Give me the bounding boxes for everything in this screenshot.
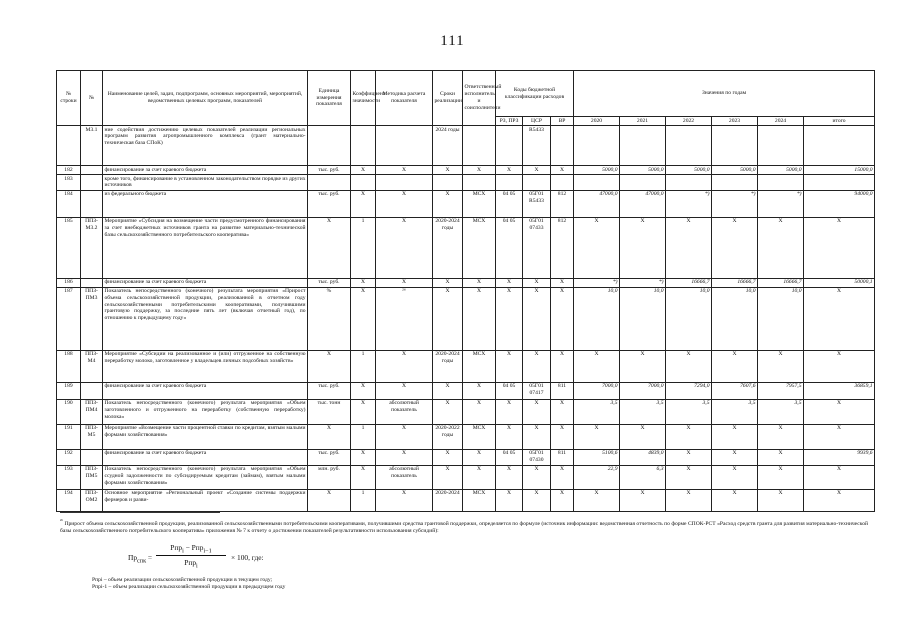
cell-y2023: 16666,7 bbox=[712, 278, 758, 287]
header-period: Сроки реализации bbox=[433, 71, 463, 126]
table-row bbox=[57, 399, 875, 424]
cell-code bbox=[81, 449, 103, 465]
cell-code: ППЗ-М4 bbox=[81, 350, 103, 382]
cell-y2022: 16666,7 bbox=[666, 278, 712, 287]
cell-y2021 bbox=[620, 175, 666, 191]
cell-coef: Х bbox=[351, 166, 376, 175]
cell-vr: Х bbox=[551, 489, 574, 511]
cell-unit: тыс. тонн bbox=[308, 399, 351, 424]
cell-total: Х bbox=[804, 399, 875, 424]
cell-resp: Х bbox=[463, 465, 496, 489]
cell-vr: Х bbox=[551, 166, 574, 175]
cell-y2024: Х bbox=[758, 489, 804, 511]
cell-name: из федерального бюджета bbox=[103, 190, 308, 217]
cell-vr: 812 bbox=[551, 217, 574, 278]
cell-y2023: 10,0 bbox=[712, 287, 758, 350]
cell-name: Мероприятие «Возмещение части процентной ставки по кредитам, взятым малыми формами хозяйствования» bbox=[103, 424, 308, 449]
cell-vr: 812 bbox=[551, 190, 574, 217]
cell-y2021 bbox=[620, 126, 666, 166]
cell-vr: Х bbox=[551, 399, 574, 424]
formula-rhs: × 100, где: bbox=[231, 553, 264, 562]
header-coef: Коэффициент значимости bbox=[351, 71, 376, 126]
cell-y2022: Х bbox=[666, 465, 712, 489]
cell-period: Х bbox=[433, 166, 463, 175]
header-budget: Коды бюджетной классификации расходов bbox=[496, 71, 574, 117]
cell-no: 194 bbox=[57, 489, 81, 511]
cell-name: Показатель непосредственного (конечного) результата мероприятия «Объем заготовленного и отгруженного на переработку (собственную переработку) молока» bbox=[103, 399, 308, 424]
cell-period: Х bbox=[433, 382, 463, 399]
cell-y2022: *) bbox=[666, 190, 712, 217]
cell-vr: Х bbox=[551, 278, 574, 287]
cell-rz: Х bbox=[496, 489, 523, 511]
table-row bbox=[57, 166, 875, 175]
cell-period: 2020-2024 годы bbox=[433, 350, 463, 382]
cell-rz: Х bbox=[496, 399, 523, 424]
cell-resp: Х bbox=[463, 382, 496, 399]
cell-code: ППЗ-ПМ5 bbox=[81, 465, 103, 489]
cell-y2023 bbox=[712, 126, 758, 166]
header-name: Наименование целей, задач, подпрограмм, основных мероприятий, мероприятий, ведомственных целевых программ, показателей bbox=[103, 71, 308, 126]
cell-y2024: Х bbox=[758, 350, 804, 382]
table-row bbox=[57, 287, 875, 350]
cell-csr: Х bbox=[523, 287, 551, 350]
cell-period: Х bbox=[433, 287, 463, 350]
table-row bbox=[57, 382, 875, 399]
cell-rz: Х bbox=[496, 465, 523, 489]
cell-rz: Х bbox=[496, 278, 523, 287]
cell-total: 94000,0 bbox=[804, 190, 875, 217]
cell-y2021: Х bbox=[620, 424, 666, 449]
cell-code: М3.1 bbox=[81, 126, 103, 166]
cell-y2022: Х bbox=[666, 489, 712, 511]
table-body bbox=[57, 126, 875, 512]
cell-y2022: 7294,0 bbox=[666, 382, 712, 399]
cell-coef: 1 bbox=[351, 489, 376, 511]
cell-y2023: 3,5 bbox=[712, 399, 758, 424]
cell-resp: МСХ bbox=[463, 190, 496, 217]
cell-csr: 05Г01 R5433 bbox=[523, 190, 551, 217]
cell-y2023: Х bbox=[712, 350, 758, 382]
cell-period: 2020-2024 bbox=[433, 489, 463, 511]
cell-method bbox=[376, 175, 433, 191]
cell-y2023: Х bbox=[712, 449, 758, 465]
table-row bbox=[57, 217, 875, 278]
cell-y2024 bbox=[758, 175, 804, 191]
budget-table bbox=[56, 70, 875, 512]
cell-unit: Х bbox=[308, 489, 351, 511]
cell-code: ППЗ-ПМ4 bbox=[81, 399, 103, 424]
cell-y2024: Х bbox=[758, 424, 804, 449]
header-year-2023: 2023 bbox=[712, 117, 758, 126]
cell-name: Мероприятие «Субсидии на реализованное и (или) отгруженное на собственную переработку молоко, заготовленное у владельцев личных подсобных хозяйств» bbox=[103, 350, 308, 382]
cell-code: ППЗ-М5 bbox=[81, 424, 103, 449]
cell-y2020: *) bbox=[574, 278, 620, 287]
cell-y2020: Х bbox=[574, 217, 620, 278]
cell-y2024: 7957,5 bbox=[758, 382, 804, 399]
cell-method: Х bbox=[376, 278, 433, 287]
cell-period: 2020-2024 годы bbox=[433, 217, 463, 278]
cell-y2022: 3,5 bbox=[666, 399, 712, 424]
cell-resp: Х bbox=[463, 287, 496, 350]
cell-vr: 811 bbox=[551, 382, 574, 399]
cell-csr: Х bbox=[523, 350, 551, 382]
cell-code bbox=[81, 190, 103, 217]
cell-period: Х bbox=[433, 465, 463, 489]
cell-y2023: 7607,6 bbox=[712, 382, 758, 399]
cell-y2020: 7000,0 bbox=[574, 382, 620, 399]
cell-resp: МСХ bbox=[463, 350, 496, 382]
table-row bbox=[57, 465, 875, 489]
cell-rz: Х bbox=[496, 166, 523, 175]
cell-code: ППЗ-ОМ2 bbox=[81, 489, 103, 511]
formula-numerator: Pпр$_i$ − Pпр$_{i-1}$ bbox=[156, 543, 226, 556]
cell-y2020: Х bbox=[574, 424, 620, 449]
cell-y2020: 10,0 bbox=[574, 287, 620, 350]
cell-rz: Х bbox=[496, 287, 523, 350]
cell-no: 191 bbox=[57, 424, 81, 449]
cell-y2021: Х bbox=[620, 489, 666, 511]
cell-csr: Х bbox=[523, 465, 551, 489]
cell-code: ППЗ-ПМ3 bbox=[81, 287, 103, 350]
cell-code bbox=[81, 382, 103, 399]
cell-y2023: Х bbox=[712, 465, 758, 489]
header-method: Методика расчета показателя bbox=[376, 71, 433, 126]
cell-total: Х bbox=[804, 424, 875, 449]
cell-method: ²⁶ bbox=[376, 287, 433, 350]
cell-resp: МСХ bbox=[463, 489, 496, 511]
cell-unit bbox=[308, 175, 351, 191]
cell-y2021: 47000,0 bbox=[620, 190, 666, 217]
cell-csr: Х bbox=[523, 489, 551, 511]
header-resp: Ответственный исполнитель и соисполнители bbox=[463, 71, 496, 126]
cell-y2022: Х bbox=[666, 424, 712, 449]
footnote-rule bbox=[60, 512, 220, 513]
cell-resp: Х bbox=[463, 399, 496, 424]
cell-total: 36859,1 bbox=[804, 382, 875, 399]
cell-no: 183 bbox=[57, 175, 81, 191]
cell-method: Х bbox=[376, 190, 433, 217]
cell-code bbox=[81, 166, 103, 175]
cell-y2024: Х bbox=[758, 465, 804, 489]
cell-y2024: 16666,7 bbox=[758, 278, 804, 287]
cell-y2022: Х bbox=[666, 350, 712, 382]
cell-y2024: 3,5 bbox=[758, 399, 804, 424]
cell-y2023: Х bbox=[712, 489, 758, 511]
cell-unit: тыс. руб. bbox=[308, 166, 351, 175]
cell-period: 2020-2022 годы bbox=[433, 424, 463, 449]
cell-y2020: 5000,0 bbox=[574, 166, 620, 175]
formula-fraction bbox=[156, 543, 226, 570]
cell-rz: 04 05 bbox=[496, 449, 523, 465]
cell-total: 50000,1 bbox=[804, 278, 875, 287]
header-year-2021: 2021 bbox=[620, 117, 666, 126]
cell-method: Х bbox=[376, 166, 433, 175]
cell-rz bbox=[496, 126, 523, 166]
cell-y2020 bbox=[574, 126, 620, 166]
cell-name: Показатель непосредственного (конечного) результата мероприятия «Объем ссудной задолженности по субсидируемым кредитам (займам), взятым малыми формами хозяйствования» bbox=[103, 465, 308, 489]
header-vr: ВР bbox=[551, 117, 574, 126]
cell-unit: млн. руб. bbox=[308, 465, 351, 489]
cell-total bbox=[804, 126, 875, 166]
cell-y2020: Х bbox=[574, 350, 620, 382]
header-csr: ЦСР bbox=[523, 117, 551, 126]
cell-resp: МСХ bbox=[463, 424, 496, 449]
cell-period: Х bbox=[433, 449, 463, 465]
cell-method: Х bbox=[376, 449, 433, 465]
cell-no: 190 bbox=[57, 399, 81, 424]
header-values: Значения по годам bbox=[574, 71, 875, 117]
cell-vr: Х bbox=[551, 424, 574, 449]
cell-total: Х bbox=[804, 217, 875, 278]
cell-no: 186 bbox=[57, 278, 81, 287]
table-row bbox=[57, 278, 875, 287]
legend-line-2: Pпрi-1 – объем реализации сельскохозяйственной продукции в предыдущем году bbox=[92, 584, 286, 591]
cell-method: Х bbox=[376, 350, 433, 382]
cell-y2023: Х bbox=[712, 217, 758, 278]
cell-vr bbox=[551, 126, 574, 166]
cell-y2022: 5000,0 bbox=[666, 166, 712, 175]
cell-rz: Х bbox=[496, 350, 523, 382]
cell-y2023: 5000,0 bbox=[712, 166, 758, 175]
cell-resp bbox=[463, 175, 496, 191]
cell-name: Мероприятие «Субсидия на возмещение части предусмотренного финансирования за счет внебюджетных источников гранта на развитие материально-технической базы сельскохозяйственного потребительского кооператива» bbox=[103, 217, 308, 278]
footnote-mark: ²⁶ bbox=[60, 519, 64, 524]
footnote-text: Прирост объема сельскохозяйственной продукции, реализованной сельскохозяйственными потребительскими кооперативами, получившими средства грантовой поддержки, определяется по формуле (источник информации: ведомственная отчетность по форме СПОК-РСТ «Расход средств гранта для развития материально-технической базы сельскохозяйственного потребительского кооператива» приложения № 7 к отчету о достижении показателей результативности использования субсидий): bbox=[60, 520, 868, 535]
cell-no: 182 bbox=[57, 166, 81, 175]
cell-y2021: 5000,0 bbox=[620, 166, 666, 175]
cell-y2021: 4839,0 bbox=[620, 449, 666, 465]
cell-y2024: Х bbox=[758, 449, 804, 465]
table-header bbox=[57, 71, 875, 126]
table-row bbox=[57, 489, 875, 511]
cell-y2024: *) bbox=[758, 190, 804, 217]
cell-period: Х bbox=[433, 399, 463, 424]
header-year-2020: 2020 bbox=[574, 117, 620, 126]
cell-csr: 05Г01 07430 bbox=[523, 449, 551, 465]
cell-name: ние содействия достижению целевых показателей реализации региональных программ развития агропромышленного комплекса (грант материально-техническая база СПоК) bbox=[103, 126, 308, 166]
cell-coef: 1 bbox=[351, 424, 376, 449]
cell-rz: Х bbox=[496, 424, 523, 449]
cell-method: Х bbox=[376, 217, 433, 278]
cell-code bbox=[81, 278, 103, 287]
footnote bbox=[60, 518, 868, 536]
cell-total: Х bbox=[804, 465, 875, 489]
cell-total: Х bbox=[804, 287, 875, 350]
cell-total: Х bbox=[804, 350, 875, 382]
cell-y2022 bbox=[666, 175, 712, 191]
cell-coef: Х bbox=[351, 382, 376, 399]
cell-unit: Х bbox=[308, 350, 351, 382]
header-code: № bbox=[81, 71, 103, 126]
cell-vr: Х bbox=[551, 465, 574, 489]
cell-unit bbox=[308, 126, 351, 166]
cell-resp: МСХ bbox=[463, 217, 496, 278]
cell-no: 193 bbox=[57, 465, 81, 489]
cell-coef: Х bbox=[351, 399, 376, 424]
cell-csr: Х bbox=[523, 399, 551, 424]
cell-name: финансирование за счет краевого бюджета bbox=[103, 449, 308, 465]
header-row-no: № строки bbox=[57, 71, 81, 126]
table-row bbox=[57, 126, 875, 166]
cell-y2020 bbox=[574, 175, 620, 191]
cell-no: 187 bbox=[57, 287, 81, 350]
cell-rz: 04 05 bbox=[496, 382, 523, 399]
cell-unit: Х bbox=[308, 424, 351, 449]
cell-y2021: Х bbox=[620, 350, 666, 382]
legend-line-1: Pпрi – объем реализации сельскохозяйственной продукции в текущем году; bbox=[92, 577, 273, 583]
cell-coef: Х bbox=[351, 190, 376, 217]
cell-y2024: 5000,0 bbox=[758, 166, 804, 175]
cell-period: Х bbox=[433, 278, 463, 287]
cell-coef: 1 bbox=[351, 350, 376, 382]
cell-y2021: Х bbox=[620, 217, 666, 278]
header-rz: РЗ, ПРЗ bbox=[496, 117, 523, 126]
cell-rz: 04 05 bbox=[496, 190, 523, 217]
cell-y2024 bbox=[758, 126, 804, 166]
cell-method: Х bbox=[376, 424, 433, 449]
header-total: итого bbox=[804, 117, 875, 126]
cell-y2022: 10,0 bbox=[666, 287, 712, 350]
cell-y2022: Х bbox=[666, 449, 712, 465]
table-row bbox=[57, 350, 875, 382]
formula-lhs: $Пр_{спк}$ = bbox=[128, 553, 153, 565]
cell-vr: Х bbox=[551, 287, 574, 350]
cell-code: ППЗ-М3.2 bbox=[81, 217, 103, 278]
cell-y2020: 22,9 bbox=[574, 465, 620, 489]
cell-vr: 811 bbox=[551, 449, 574, 465]
cell-unit: тыс. руб. bbox=[308, 449, 351, 465]
cell-coef: Х bbox=[351, 278, 376, 287]
cell-name: финансирование за счет краевого бюджета bbox=[103, 278, 308, 287]
cell-coef: 1 bbox=[351, 217, 376, 278]
cell-y2021: 7000,0 bbox=[620, 382, 666, 399]
cell-name: Основное мероприятие «Региональный проект «Создание системы поддержки фермеров и разви- bbox=[103, 489, 308, 511]
cell-period: 2024 годы bbox=[433, 126, 463, 166]
cell-y2021: 3,5 bbox=[620, 399, 666, 424]
cell-name: финансирование за счет краевого бюджета bbox=[103, 382, 308, 399]
cell-rz: 04 05 bbox=[496, 217, 523, 278]
cell-unit: % bbox=[308, 287, 351, 350]
cell-name: кроме того, финансирование в установленном законодательством порядке из других источников bbox=[104, 175, 306, 189]
cell-resp bbox=[463, 126, 496, 166]
formula-denominator: Pпр$_i$ bbox=[184, 558, 198, 570]
table-row bbox=[57, 190, 875, 217]
cell-coef bbox=[351, 175, 376, 191]
cell-y2023: *) bbox=[712, 190, 758, 217]
cell-method: абсолютный показатель bbox=[376, 465, 433, 489]
cell-y2020: 3,5 bbox=[574, 399, 620, 424]
cell-y2020: Х bbox=[574, 489, 620, 511]
cell-csr: Х bbox=[523, 424, 551, 449]
cell-no: 192 bbox=[57, 449, 81, 465]
cell-y2023: Х bbox=[712, 424, 758, 449]
header-year-2024: 2024 bbox=[758, 117, 804, 126]
table-row bbox=[57, 449, 875, 465]
cell-csr: 05Г01 07417 bbox=[523, 382, 551, 399]
cell-y2022: Х bbox=[666, 217, 712, 278]
cell-total: 15000,0 bbox=[804, 166, 875, 175]
cell-y2024: Х bbox=[758, 217, 804, 278]
cell-csr bbox=[523, 175, 551, 191]
formula-legend bbox=[92, 577, 285, 591]
formula bbox=[128, 543, 308, 573]
cell-total: Х bbox=[804, 489, 875, 511]
cell-unit: тыс. руб. bbox=[308, 278, 351, 287]
cell-unit: тыс. руб. bbox=[308, 382, 351, 399]
cell-csr: Х bbox=[523, 166, 551, 175]
cell-name: Показатель непосредственного (конечного) результата мероприятия «Прирост объема сельскохозяйственной продукции, реализованной в отчетном году сельскохозяйственными потребительскими кооперативами, получившими грантовую поддержку, за последние пять лет (включая отчетный год), по отношению к предыдущему году» bbox=[103, 287, 308, 350]
cell-y2021: 10,0 bbox=[620, 287, 666, 350]
cell-resp: Х bbox=[463, 449, 496, 465]
header-year-2022: 2022 bbox=[666, 117, 712, 126]
cell-csr: Х bbox=[523, 278, 551, 287]
cell-y2021: *) bbox=[620, 278, 666, 287]
cell-csr: R5433 bbox=[523, 126, 551, 166]
cell-no bbox=[57, 126, 81, 166]
page-number: 111 bbox=[440, 33, 465, 49]
cell-period bbox=[433, 175, 463, 191]
cell-y2024: 10,0 bbox=[758, 287, 804, 350]
cell-resp: Х bbox=[463, 278, 496, 287]
cell-y2023 bbox=[712, 175, 758, 191]
cell-code bbox=[81, 175, 103, 191]
cell-coef bbox=[351, 126, 376, 166]
cell-total bbox=[804, 175, 875, 191]
header-unit: Единица измерения показателя bbox=[308, 71, 351, 126]
cell-resp: Х bbox=[463, 166, 496, 175]
cell-y2020: 47000,0 bbox=[574, 190, 620, 217]
cell-no: 189 bbox=[57, 382, 81, 399]
cell-coef: Х bbox=[351, 465, 376, 489]
cell-vr: Х bbox=[551, 350, 574, 382]
cell-method: абсолютный показатель bbox=[376, 399, 433, 424]
cell-y2020: 5100,6 bbox=[574, 449, 620, 465]
cell-method: Х bbox=[376, 489, 433, 511]
cell-unit: Х bbox=[308, 217, 351, 278]
cell-unit: тыс. руб. bbox=[308, 190, 351, 217]
cell-period: Х bbox=[433, 190, 463, 217]
cell-total: 9939,6 bbox=[804, 449, 875, 465]
cell-name: финансирование за счет краевого бюджета bbox=[103, 166, 308, 175]
cell-csr: 05Г01 07433 bbox=[523, 217, 551, 278]
cell-rz bbox=[496, 175, 523, 191]
cell-method bbox=[376, 126, 433, 166]
cell-y2021: 6,3 bbox=[620, 465, 666, 489]
cell-no: 188 bbox=[57, 350, 81, 382]
table-row bbox=[57, 424, 875, 449]
cell-no: 184 bbox=[57, 190, 81, 217]
table-row bbox=[57, 175, 875, 191]
cell-method: Х bbox=[376, 382, 433, 399]
cell-vr bbox=[551, 175, 574, 191]
cell-coef: Х bbox=[351, 287, 376, 350]
cell-coef: Х bbox=[351, 449, 376, 465]
cell-y2022 bbox=[666, 126, 712, 166]
cell-no: 185 bbox=[57, 217, 81, 278]
